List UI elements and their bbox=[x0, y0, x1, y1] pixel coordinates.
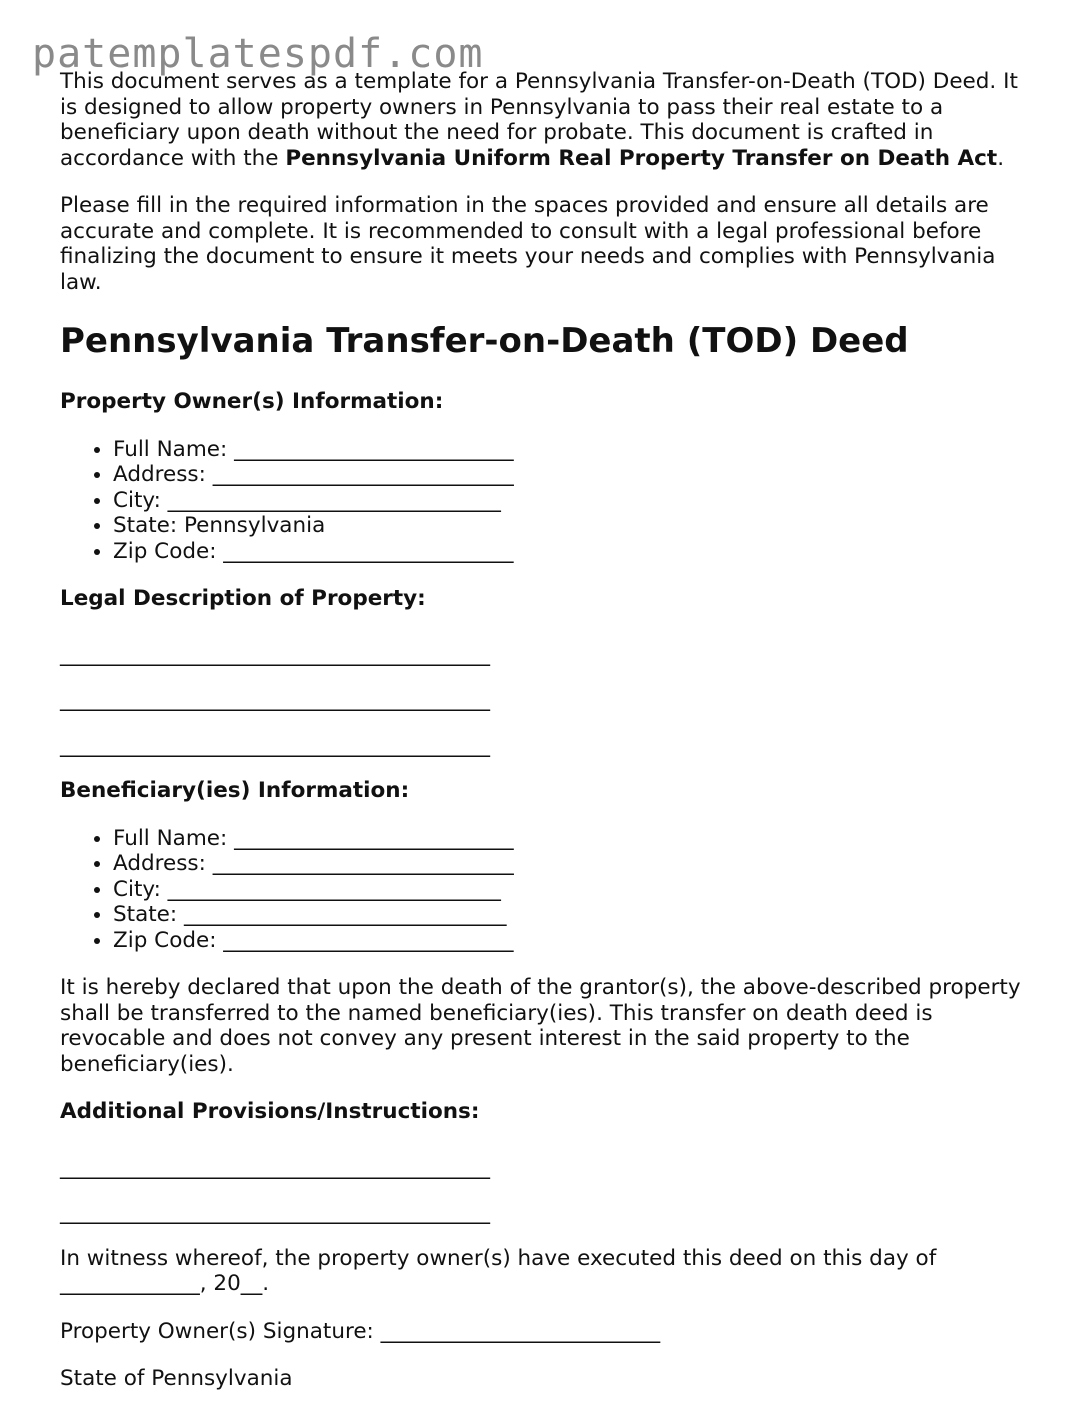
beneficiary-fields bbox=[60, 826, 1040, 954]
intro-paragraph-2: Please fill in the required information in the spaces provided and ensure all details are accurate and complete. It is recommended to consult with a legal professional before finalizing the document to ensure it meets your needs and complies with Pennsylvania law. bbox=[60, 193, 996, 295]
beneficiary-full-name-field: • Full Name: __________________________ bbox=[113, 826, 1040, 852]
document-body bbox=[60, 69, 1040, 1414]
state-line: State of Pennsylvania bbox=[60, 1366, 293, 1391]
signature-line: Property Owner(s) Signature: __________________________ bbox=[60, 1318, 661, 1344]
beneficiary-heading: Beneficiary(ies) Information: bbox=[60, 778, 410, 803]
owner-address-field: • Address: ____________________________ bbox=[113, 462, 1040, 488]
act-name: Pennsylvania Uniform Real Property Transfer on Death Act bbox=[285, 145, 998, 171]
owner-full-name-field: • Full Name: __________________________ bbox=[113, 437, 1040, 463]
page-title: Pennsylvania Transfer-on-Death (TOD) Deed bbox=[60, 321, 909, 361]
owner-heading: Property Owner(s) Information: bbox=[60, 389, 444, 414]
owner-zip-field: • Zip Code: ___________________________ bbox=[113, 539, 1040, 565]
beneficiary-state-field: • State: ______________________________ bbox=[113, 902, 1040, 928]
legal-line-1: ________________________________________ bbox=[60, 641, 490, 667]
legal-heading: Legal Description of Property: bbox=[60, 586, 426, 611]
beneficiary-address-field: • Address: ____________________________ bbox=[113, 851, 1040, 877]
beneficiary-city-field: • City: _______________________________ bbox=[113, 877, 1040, 903]
legal-line-3: ________________________________________ bbox=[60, 732, 490, 758]
intro-end: . bbox=[997, 145, 1005, 171]
beneficiary-zip-field: • Zip Code: ___________________________ bbox=[113, 928, 1040, 954]
intro-paragraph-1 bbox=[60, 69, 1040, 171]
witness-paragraph: In witness whereof, the property owner(s) have executed this deed on this day of _____________, 20__. bbox=[60, 1245, 937, 1296]
intro-text: This document serves as a template for a Pennsylvania Transfer-on-Death (TOD) Deed. It is designed to allow property owners in Pennsylvania to pass their real estate to a beneficiary upon death without the need for probate. This document is crafted in accordance with the bbox=[60, 69, 1018, 171]
owner-city-field: • City: _______________________________ bbox=[113, 488, 1040, 514]
additional-line-2: ________________________________________ bbox=[60, 1200, 490, 1225]
watermark: patemplatespdf.com bbox=[32, 31, 484, 77]
owner-fields bbox=[60, 437, 1040, 565]
additional-heading: Additional Provisions/Instructions: bbox=[60, 1099, 480, 1124]
additional-line-1: ________________________________________ bbox=[60, 1154, 490, 1180]
declaration-paragraph: It is hereby declared that upon the death of the grantor(s), the above-described property shall be transferred to the named beneficiary(ies). This transfer on death deed is revocable and does not convey any present interest in the said property to the beneficiary(ies). bbox=[60, 975, 1021, 1077]
legal-line-2: ________________________________________ bbox=[60, 687, 490, 712]
owner-state-field: • State: Pennsylvania bbox=[113, 513, 1040, 539]
